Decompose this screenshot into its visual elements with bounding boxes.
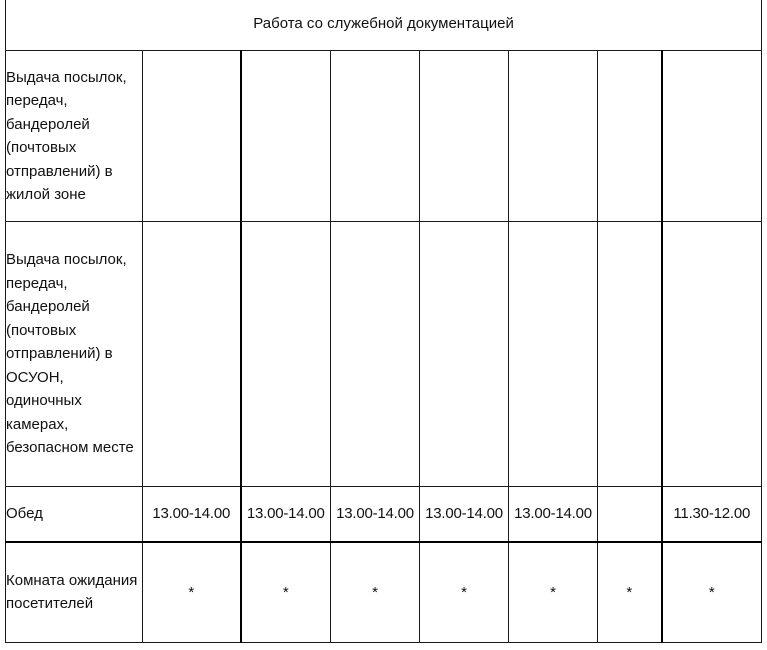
table-cell: 13.00-14.00 [241,487,331,542]
table-cell: * [662,542,762,643]
row-label: Выдача посылок, передач, бандеролей (почтовых отправлений) в жилой зоне [6,51,143,222]
table-cell: 11.30-12.00 [662,487,762,542]
row-label: Комната ожидания посетителей [6,542,143,643]
table-row [6,51,762,222]
table-cell: 13.00-14.00 [509,487,598,542]
table-cell [662,222,762,487]
table-cell [143,51,241,222]
table-cell [241,51,331,222]
table-cell [598,487,662,542]
table-cell: 13.00-14.00 [331,487,420,542]
table-cell: 13.00-14.00 [420,487,509,542]
table-cell [420,222,509,487]
table-cell [331,51,420,222]
table-row [6,487,762,542]
row-label: Выдача посылок, передач, бандеролей (почтовых отправлений) в ОСУОН, одиночных камерах, безопасном месте [6,222,143,487]
header-row [6,0,762,51]
table-cell [598,222,662,487]
table-cell: * [241,542,331,643]
table-cell [509,222,598,487]
table-cell: * [598,542,662,643]
table-cell: * [509,542,598,643]
table-cell: * [143,542,241,643]
table-cell [598,51,662,222]
schedule-table [5,0,762,643]
table-cell [143,222,241,487]
table-row [6,222,762,487]
table-cell: * [331,542,420,643]
table-row [6,542,762,643]
row-label: Обед [6,487,143,542]
table-cell [241,222,331,487]
section-title: Работа со служебной документацией [6,0,762,51]
table-cell: * [420,542,509,643]
table-cell [331,222,420,487]
table-cell [509,51,598,222]
table-cell [662,51,762,222]
table-cell: 13.00-14.00 [143,487,241,542]
table-cell [420,51,509,222]
